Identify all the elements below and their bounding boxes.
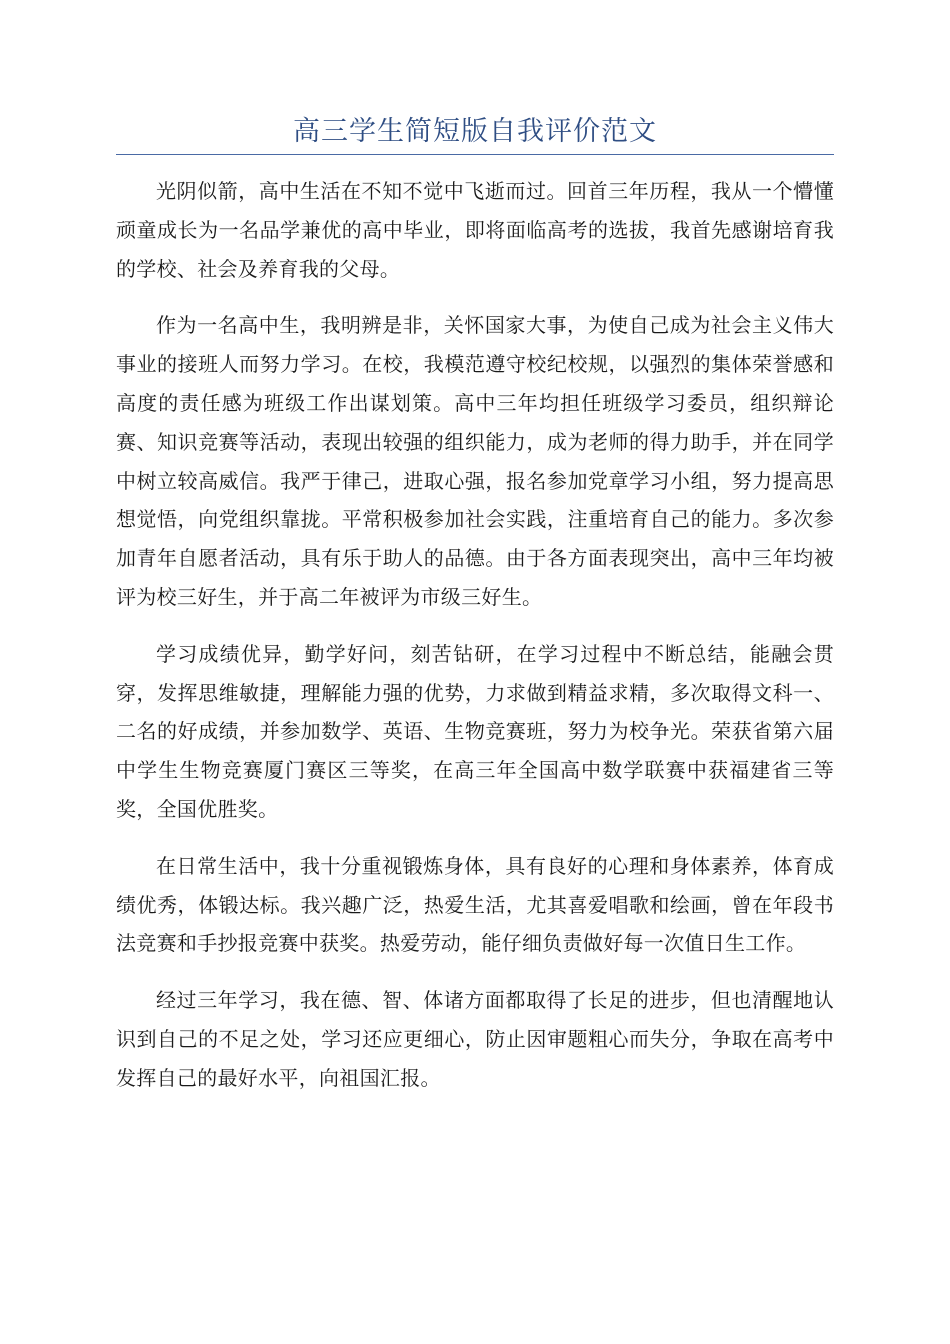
paragraph-5: 经过三年学习，我在德、智、体诸方面都取得了长足的进步，但也清醒地认识到自己的不足之处，学习还应更细心，防止因审题粗心而失分，争取在高考中发挥自己的最好水平，向祖国汇报。 [116,988,834,1090]
document-title: 高三学生简短版自我评价范文 [293,116,657,147]
paragraph-2: 作为一名高中生，我明辨是非，关怀国家大事，为使自己成为社会主义伟大事业的接班人而努力学习。在校，我模范遵守校纪校规，以强烈的集体荣誉感和高度的责任感为班级工作出谋划策。高中三年均担任班级学习委员，组织辩论赛、知识竞赛等活动，表现出较强的组织能力，成为老师的得力助手，并在同学中树立较高威信。我严于律己，进取心强，报名参加党章学习小组，努力提高思想觉悟，向党组织靠拢。平常积极参加社会实践，注重培育自己的能力。多次参加青年自愿者活动，具有乐于助人的品德。由于各方面表现突出，高中三年均被评为校三好生，并于高二年被评为市级三好生。 [116,313,834,609]
paragraph-3: 学习成绩优异，勤学好问，刻苦钻研，在学习过程中不断总结，能融会贯穿，发挥思维敏捷，理解能力强的优势，力求做到精益求精，多次取得文科一、二名的好成绩，并参加数学、英语、生物竞赛班，努力为校争光。荣获省第六届中学生生物竞赛厦门赛区三等奖，在高三年全国高中数学联赛中获福建省三等奖，全国优胜奖。 [116,641,834,821]
paragraph-1: 光阴似箭，高中生活在不知不觉中飞逝而过。回首三年历程，我从一个懵懂顽童成长为一名品学兼优的高中毕业，即将面临高考的选拔，我首先感谢培育我的学校、社会及养育我的父母。 [116,179,834,281]
paragraph-4: 在日常生活中，我十分重视锻炼身体，具有良好的心理和身体素养，体育成绩优秀，体锻达标。我兴趣广泛，热爱生活，尤其喜爱唱歌和绘画，曾在年段书法竞赛和手抄报竞赛中获奖。热爱劳动，能仔细负责做好每一次值日生工作。 [116,853,834,956]
title-underline [116,154,834,155]
document-body [116,172,834,1116]
